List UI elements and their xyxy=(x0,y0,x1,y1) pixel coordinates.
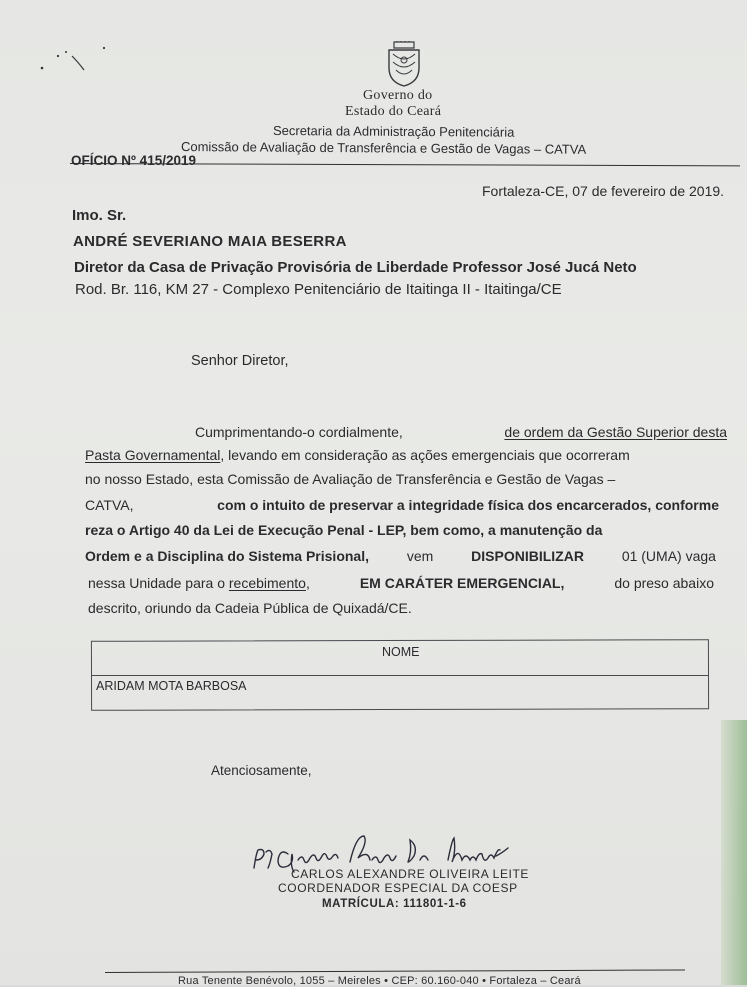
body-text: CATVA, xyxy=(85,497,134,513)
body-text: do preso abaixo xyxy=(614,575,714,591)
secretariat-name: Secretaria da Administração Penitenciária xyxy=(272,123,515,140)
body-line-2 xyxy=(85,447,724,463)
body-line-6 xyxy=(85,548,716,564)
government-line-2: Estado do Ceará xyxy=(345,104,442,119)
office-number: OFÍCIO Nº 415/2019 xyxy=(71,153,196,168)
body-text: , levando em consideração as ações emergenciais que ocorreram xyxy=(220,447,630,463)
state-crest-icon xyxy=(384,40,424,88)
recipient-title: Diretor da Casa de Privação Provisória de Liberdade Professor José Jucá Neto xyxy=(74,259,637,276)
ink-specks xyxy=(36,42,116,72)
bold-text: EM CARÁTER EMERGENCIAL, xyxy=(359,575,565,591)
bold-text: reza o Artigo 40 da Lei de Execução Penal - LEP, bem como, a manutenção da xyxy=(85,522,603,538)
bold-text: Ordem e a Disciplina do Sistema Prisional, xyxy=(85,548,369,564)
table-header-name: NOME xyxy=(382,645,420,659)
recipient-name: ANDRÉ SEVERIANO MAIA BESERRA xyxy=(73,233,347,250)
bold-text: com o intuito de preservar a integridade física dos encarcerados, conforme xyxy=(217,497,719,513)
body-text: 01 (UMA) vaga xyxy=(621,548,716,564)
underlined-text: de ordem da Gestão Superior desta xyxy=(504,424,727,440)
body-line-5 xyxy=(85,522,719,538)
commission-name: Comissão de Avaliação de Transferência e Gestão de Vagas – CATVA xyxy=(180,139,587,157)
inmate-table xyxy=(91,640,709,710)
body-text: , xyxy=(305,575,310,591)
body-line-7 xyxy=(88,575,714,591)
background-edge xyxy=(721,720,747,985)
body-line-1 xyxy=(195,424,727,440)
recipient-salutation: Imo. Sr. xyxy=(72,207,127,224)
underlined-text: Pasta Governamental xyxy=(85,447,221,463)
body-text: no nosso Estado, esta Comissão de Avaliação de Transferência e Gestão de Vagas – xyxy=(85,471,616,487)
recipient-address: Rod. Br. 116, KM 27 - Complexo Penitenciário de Itaitinga II - Itaitinga/CE xyxy=(75,281,562,298)
signatory-registration: MATRÍCULA: 111801-1-6 xyxy=(322,898,467,910)
body-line-3 xyxy=(85,471,724,487)
body-text: Cumprimentando-o cordialmente, xyxy=(195,424,403,440)
body-line-4 xyxy=(85,497,719,513)
signatory-name: CARLOS ALEXANDRE OLIVEIRA LEITE xyxy=(291,867,530,881)
body-text: nessa Unidade para o xyxy=(88,575,225,591)
bold-text: DISPONIBILIZAR xyxy=(471,548,584,564)
underlined-text: recebimento xyxy=(228,575,306,591)
table-row: ARIDAM MOTA BARBOSA xyxy=(96,679,247,693)
body-text: vem xyxy=(406,548,434,564)
signatory-role: COORDENADOR ESPECIAL DA COESP xyxy=(278,881,518,895)
footer-address: Rua Tenente Benévolo, 1055 – Meireles • CEP: 60.160-040 • Fortaleza – Ceará xyxy=(178,975,581,987)
date-line: Fortaleza-CE, 07 de fevereiro de 2019. xyxy=(482,183,725,199)
greeting: Senhor Diretor, xyxy=(191,353,289,369)
government-line-1: Governo do xyxy=(363,88,433,103)
table-divider xyxy=(91,675,709,676)
body-line-8: descrito, oriundo da Cadeia Pública de Quixadá/CE. xyxy=(88,600,412,616)
closing: Atenciosamente, xyxy=(211,763,312,778)
